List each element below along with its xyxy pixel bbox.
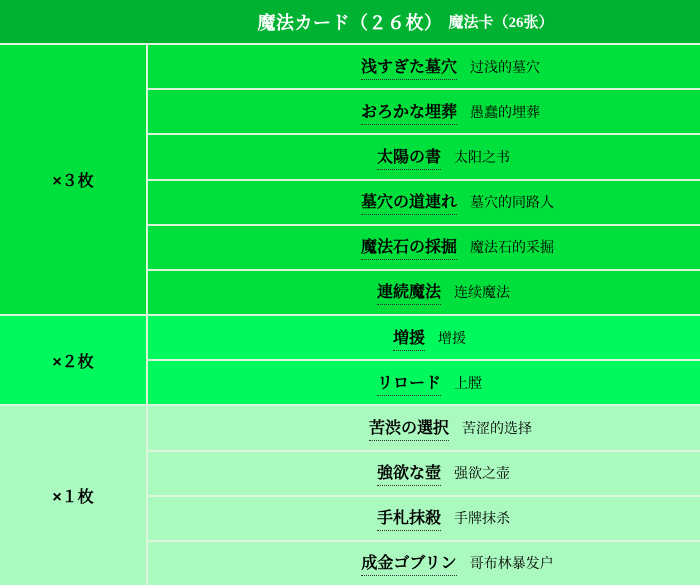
- card-name-cn: 墓穴的同路人: [470, 196, 554, 212]
- count-label-x1: ×１枚: [52, 489, 94, 507]
- count-cell-x1: [0, 406, 146, 585]
- card-name-cn: 过浅的墓穴: [470, 60, 540, 76]
- card-row: [148, 542, 700, 585]
- card-name-cn: 魔法石的采掘: [470, 241, 554, 257]
- card-name-cn: 太阳之书: [454, 150, 510, 166]
- card-link-jp[interactable]: 太陽の書: [377, 144, 441, 170]
- card-row: [148, 271, 700, 314]
- card-row: [148, 316, 700, 359]
- card-row: [148, 361, 700, 404]
- count-label-x2: ×２枚: [52, 353, 94, 371]
- card-name-cn: 强欲之壶: [454, 467, 510, 483]
- card-link-jp[interactable]: 増援: [393, 325, 425, 351]
- card-row: [148, 135, 700, 178]
- card-name-cn: 哥布林暴发户: [469, 557, 554, 573]
- card-name-cn: 上膛: [454, 376, 482, 392]
- card-row: [148, 226, 700, 269]
- card-row: [148, 45, 700, 88]
- card-link-jp[interactable]: おろかな埋葬: [361, 99, 457, 125]
- card-link-jp[interactable]: 苦渋の選択: [369, 415, 449, 441]
- card-name-cn: 愚蠢的埋葬: [470, 105, 540, 121]
- card-link-jp[interactable]: 連続魔法: [377, 279, 441, 305]
- card-row: [148, 406, 700, 449]
- card-name-cn: 增援: [438, 331, 466, 347]
- card-link-jp[interactable]: 成金ゴブリン: [361, 550, 456, 576]
- header-title-cn: 魔法卡（26张）: [448, 15, 554, 31]
- card-row: [148, 452, 700, 495]
- card-link-jp[interactable]: 強欲な壺: [377, 460, 441, 486]
- count-cell-x2: [0, 316, 146, 404]
- count-label-x3: ×３枚: [52, 173, 94, 190]
- card-name-cn: 手牌抹杀: [454, 512, 510, 528]
- header-title-jp: 魔法カード（２６枚）: [257, 12, 443, 33]
- card-link-jp[interactable]: 浅すぎた墓穴: [361, 54, 457, 80]
- card-link-jp[interactable]: 墓穴の道連れ: [361, 189, 457, 215]
- card-row: [148, 497, 700, 540]
- card-name-cn: 苦涩的选择: [462, 421, 532, 437]
- table-header: [0, 0, 700, 43]
- card-link-jp[interactable]: リロード: [377, 370, 441, 396]
- card-link-jp[interactable]: 魔法石の採掘: [361, 234, 457, 260]
- card-name-cn: 连续魔法: [454, 286, 510, 302]
- card-row: [148, 181, 700, 224]
- count-cell-x3: [0, 45, 146, 314]
- card-row: [148, 90, 700, 133]
- card-link-jp[interactable]: 手札抹殺: [377, 505, 441, 531]
